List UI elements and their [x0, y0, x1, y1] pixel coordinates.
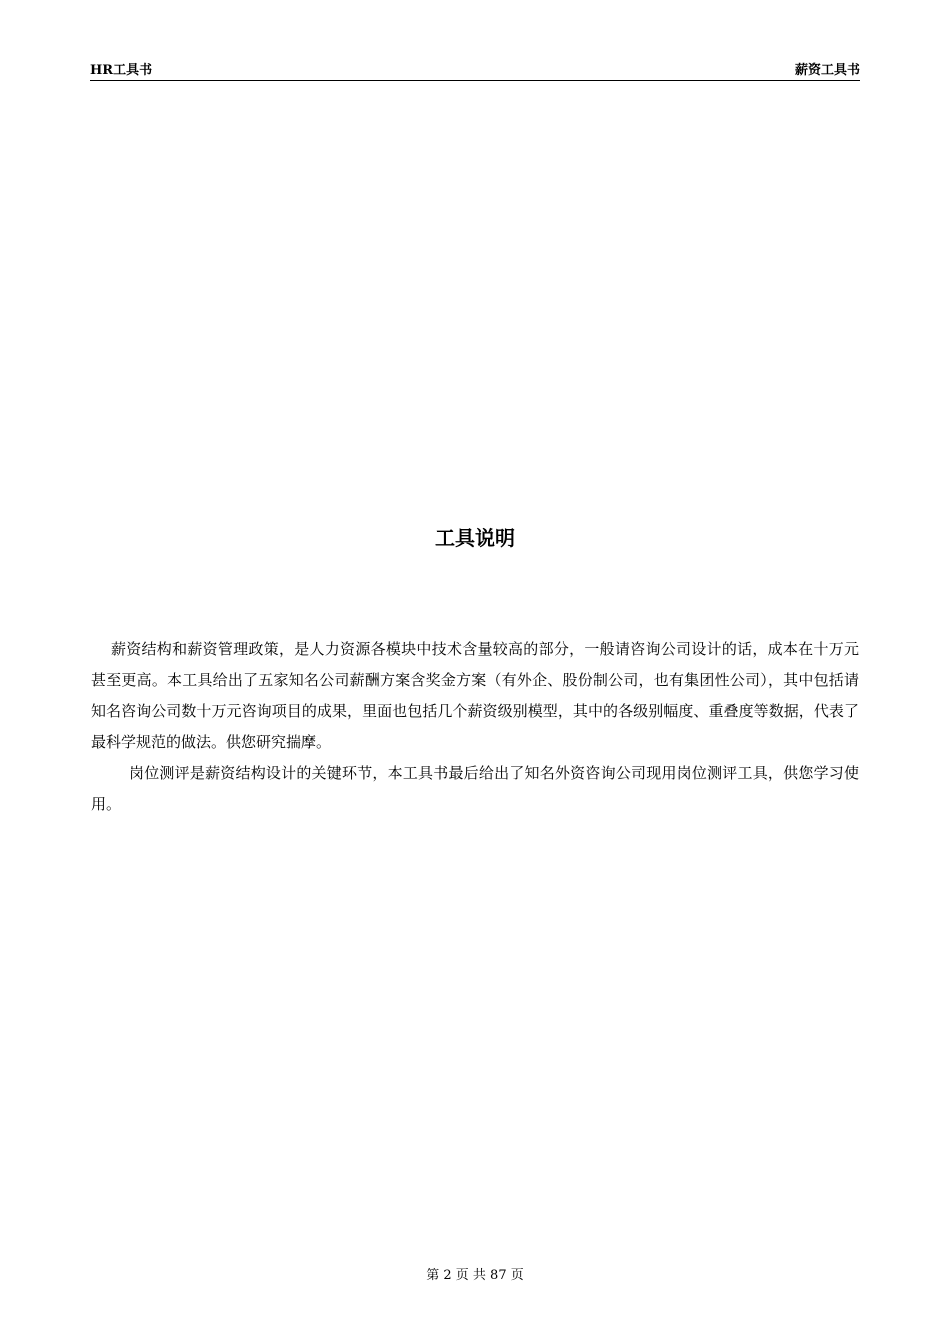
paragraph-2: 岗位测评是薪资结构设计的关键环节，本工具书最后给出了知名外资咨询公司现用岗位测评工具，供您学习使用。: [91, 764, 859, 813]
header-left-title: HR工具书: [90, 63, 153, 78]
page-header: [90, 63, 860, 81]
page-number-footer: 第 2 页 共 87 页: [426, 1268, 524, 1283]
body-text: [91, 634, 859, 820]
paragraph-1: 薪资结构和薪资管理政策，是人力资源各模块中技术含量较高的部分，一般请咨询公司设计的话，成本在十万元甚至更高。本工具给出了五家知名公司薪酬方案含奖金方案（有外企、股份制公司，也有集团性公司），其中包括请知名咨询公司数十万元咨询项目的成果，里面也包括几个薪资级别模型，其中的各级别幅度、重叠度等数据，代表了最科学规范的做法。供您研究揣摩。: [91, 640, 859, 751]
header-right-title: 薪资工具书: [794, 63, 860, 78]
section-title: 工具说明: [435, 526, 515, 550]
